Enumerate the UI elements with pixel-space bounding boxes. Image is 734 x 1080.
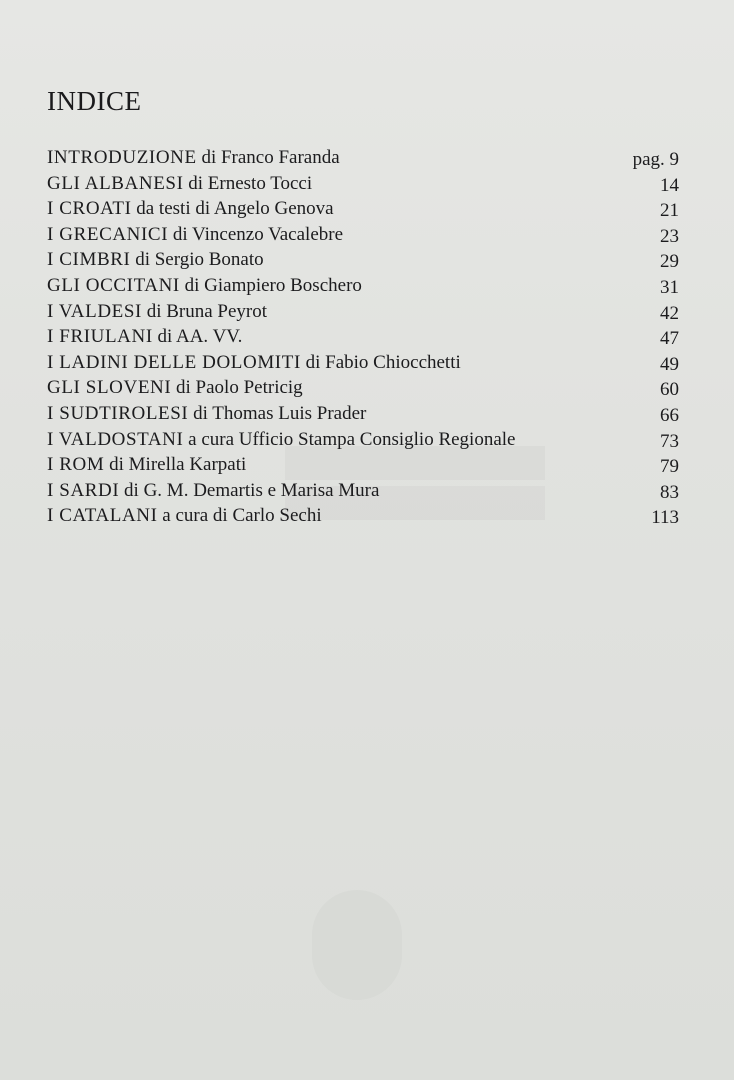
toc-author: di Sergio Bonato (130, 249, 264, 271)
table-of-contents (47, 145, 679, 529)
toc-author: a cura Ufficio Stampa Consiglio Regionale (183, 428, 516, 450)
toc-author: di Thomas Luis Prader (188, 402, 367, 424)
toc-page-number: 83 (660, 481, 679, 503)
toc-row (47, 196, 679, 222)
toc-entry (47, 273, 362, 299)
toc-subject: GLI SLOVENI (47, 377, 172, 399)
toc-page-number: 31 (660, 276, 679, 298)
toc-row (47, 273, 679, 299)
toc-page-number: 66 (660, 404, 679, 426)
toc-row (47, 222, 679, 248)
toc-row (47, 503, 679, 529)
toc-subject: I VALDESI (47, 300, 142, 322)
toc-row (47, 478, 679, 504)
toc-author: di AA. VV. (152, 326, 243, 348)
toc-entry (47, 247, 264, 273)
toc-row (47, 324, 679, 350)
toc-subject: I CIMBRI (47, 249, 131, 271)
toc-row (47, 350, 679, 376)
toc-entry (47, 427, 515, 453)
toc-subject: I VALDOSTANI (47, 428, 184, 450)
toc-page-number: 21 (660, 200, 679, 222)
toc-row (47, 375, 679, 401)
toc-subject: GLI ALBANESI (47, 172, 184, 194)
toc-row (47, 452, 679, 478)
toc-row (47, 145, 679, 171)
toc-author: di Ernesto Tocci (183, 172, 313, 194)
toc-subject: I CROATI (47, 198, 132, 220)
toc-author: di G. M. Demartis e Marisa Mura (119, 479, 380, 501)
toc-page-number: 14 (660, 174, 679, 196)
toc-page-number: 49 (660, 353, 679, 375)
toc-page-number: 47 (660, 328, 679, 350)
toc-entry (47, 171, 312, 197)
toc-entry (47, 299, 267, 325)
toc-entry (47, 324, 242, 350)
toc-author: di Vincenzo Vacalebre (168, 223, 344, 245)
toc-author: di Franco Faranda (196, 147, 340, 168)
toc-author: di Fabio Chiocchetti (300, 351, 461, 373)
bleed-through-emblem (312, 890, 402, 1000)
toc-subject: INTRODUZIONE (47, 147, 197, 168)
toc-author: di Mirella Karpati (104, 454, 247, 476)
toc-page-number: 42 (660, 302, 679, 324)
toc-subject: I LADINI DELLE DOLOMITI (47, 351, 301, 373)
toc-entry (47, 401, 366, 427)
toc-subject: I FRIULANI (47, 326, 153, 348)
toc-row (47, 299, 679, 325)
toc-subject: I SUDTIROLESI (47, 402, 189, 424)
toc-row (47, 401, 679, 427)
toc-page-number: 73 (660, 430, 679, 452)
toc-subject: I CATALANI (47, 505, 158, 527)
toc-entry (47, 222, 343, 248)
toc-row (47, 247, 679, 273)
toc-author: di Paolo Petricig (171, 377, 303, 399)
toc-subject: I GRECANICI (47, 223, 169, 245)
toc-author: di Giampiero Boschero (179, 274, 362, 296)
toc-subject: I SARDI (47, 479, 120, 501)
toc-page-number: pag. 9 (632, 149, 679, 170)
toc-page-number: 113 (651, 507, 679, 529)
toc-page-number: 29 (660, 251, 679, 273)
toc-entry (47, 350, 461, 376)
toc-page-number: 23 (660, 225, 679, 247)
toc-subject: GLI OCCITANI (47, 274, 180, 296)
toc-entry (47, 452, 246, 478)
toc-subject: I ROM (47, 454, 105, 476)
toc-entry (47, 196, 334, 222)
toc-author: a cura di Carlo Sechi (157, 505, 322, 527)
toc-entry (47, 503, 322, 529)
toc-page-number: 60 (660, 379, 679, 401)
toc-entry (47, 375, 303, 401)
toc-page-number: 79 (660, 456, 679, 478)
toc-entry (47, 145, 340, 171)
toc-entry (47, 478, 379, 504)
toc-author: di Bruna Peyrot (141, 300, 268, 322)
toc-row (47, 171, 679, 197)
toc-author: da testi di Angelo Genova (131, 198, 334, 220)
toc-row (47, 427, 679, 453)
page-title: INDICE (47, 86, 142, 116)
